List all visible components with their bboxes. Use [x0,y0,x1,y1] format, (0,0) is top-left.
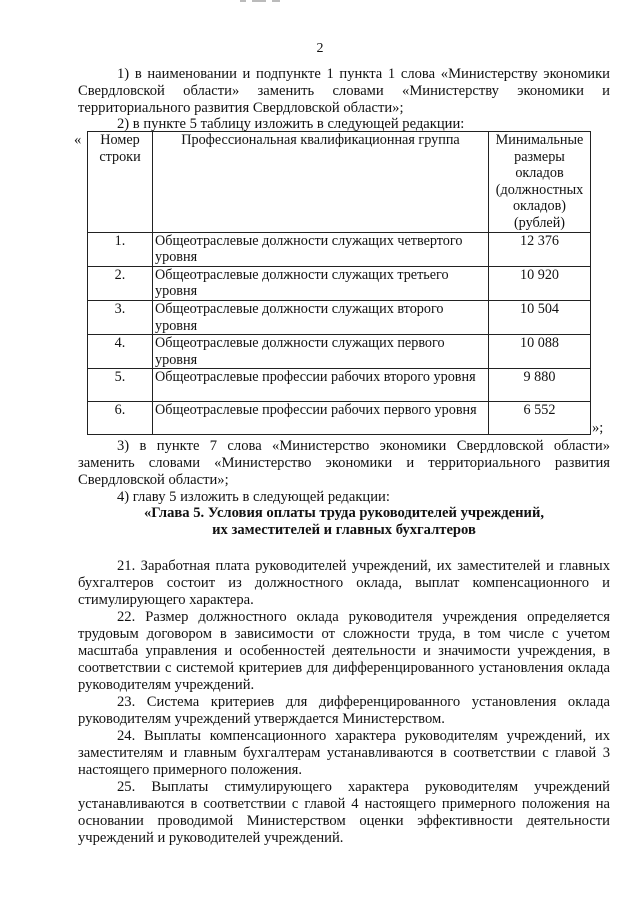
point-25: 25. Выплаты стимулирующего характера руководителям учреждений устанавливаются в соответствии с главой 4 настоящего примерного положения на основании проводимой Министерством оценки эффективности деятельности учреждений и руководителей учреждений. [78,779,610,846]
point-22: 22. Размер должностного оклада руководителя учреждения определяется трудовым договором в зависимости от сложности труда, в том числе с учетом масштаба управления и особенностей деятельности и значимости учреждения, в соответствии с системой критериев для дифференцированного установления оклада руководителям учреждений. [78,609,610,693]
header-group: Профессиональная квалификационная группа [153,132,489,233]
page-number: 2 [316,41,324,56]
amendment-3: 3) в пункте 7 слова «Министерство экономики Свердловской области» заменить словами «Министерство экономики и территориального развития Свердловской области»; [78,438,610,488]
point-24: 24. Выплаты компенсационного характера руководителям учреждений, их заместителям и главным бухгалтерам устанавливаются в соответствии с главой 3 настоящего примерного положения. [78,728,610,778]
amendment-2: 2) в пункте 5 таблицу изложить в следующей редакции: [117,116,465,132]
row-group-name: Общеотраслевые профессии рабочих второго уровня [153,369,489,402]
row-salary: 9 880 [489,369,591,402]
row-number: 6. [88,402,153,435]
row-group-name: Общеотраслевые должности служащих второго уровня [153,300,489,334]
row-salary: 10 504 [489,300,591,334]
scan-artifact [240,0,286,3]
row-number: 4. [88,335,153,369]
chapter-title [78,505,610,539]
header-row-number: Номер строки [88,132,153,233]
row-group-name: Общеотраслевые должности служащих третьего уровня [153,266,489,300]
table-quote-close: »; [592,420,604,436]
table-row [88,266,591,300]
row-number: 2. [88,266,153,300]
table-quote-open: « [74,132,82,148]
header-salary: Минимальные размеры окладов (должностных окладов) (рублей) [489,132,591,233]
row-salary: 6 552 [489,402,591,435]
chapter-title-line-2: их заместителей и главных бухгалтеров [212,521,476,538]
row-salary: 10 088 [489,335,591,369]
table-row [88,232,591,266]
table-row [88,300,591,334]
table-row [88,402,591,435]
point-23: 23. Система критериев для дифференцированного установления оклада руководителям учреждений утверждается Министерством. [78,694,610,727]
table-row [88,335,591,369]
point-21: 21. Заработная плата руководителей учреждений, их заместителей и главных бухгалтеров состоит из должностного оклада, выплат компенсационного и стимулирующего характера. [78,558,610,608]
row-salary: 12 376 [489,232,591,266]
row-number: 5. [88,369,153,402]
chapter-title-line-1: «Глава 5. Условия оплаты труда руководителей учреждений, [143,505,545,521]
row-group-name: Общеотраслевые должности служащих первого уровня [153,335,489,369]
table-header-row [88,132,591,233]
row-number: 1. [88,232,153,266]
row-group-name: Общеотраслевые профессии рабочих первого уровня [153,402,489,435]
salary-table [87,131,591,435]
amendment-4: 4) главу 5 изложить в следующей редакции: [117,489,390,505]
row-salary: 10 920 [489,266,591,300]
row-group-name: Общеотраслевые должности служащих четвертого уровня [153,232,489,266]
row-number: 3. [88,300,153,334]
amendment-1: 1) в наименовании и подпункте 1 пункта 1 слова «Министерству экономики Свердловской области» заменить словами «Министерству экономики и территориального развития Свердловской области»; [78,66,610,116]
table-row [88,369,591,402]
